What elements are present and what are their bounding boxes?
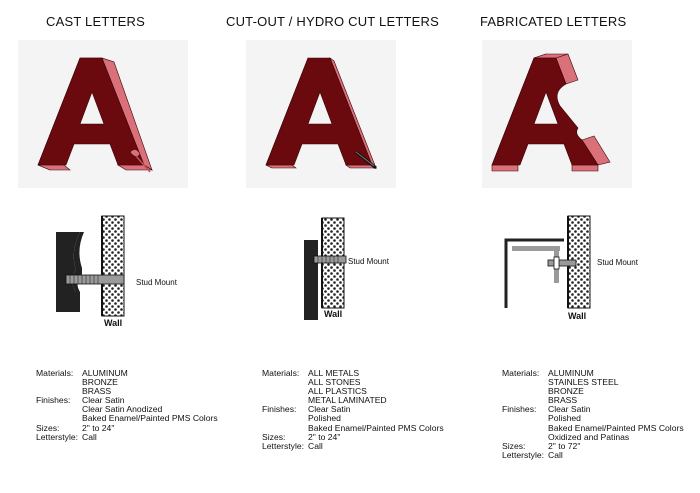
spec-label: Materials: [36,368,74,378]
cast-stud-mount-label: Stud Mount [136,278,177,287]
spec-value: 2" to 72" [548,440,581,451]
cutout-letter-a-illustration [246,40,396,188]
cutout-wall-label: Wall [324,309,343,319]
spec-value: BRONZE [82,377,118,388]
spec-label: Finishes: [502,404,537,415]
spec-value: Call [308,440,323,451]
spec-value: ALUMINUM [82,368,128,378]
spec-value: Clear Satin [308,404,351,415]
cast-wall-label: Wall [104,318,123,328]
spec-label: Letterstyle: [262,440,305,451]
fabricated-wall-label: Wall [568,311,587,321]
cutout-mount-section [300,212,370,322]
spec-value: 2" to 24" [82,422,115,433]
cutout-stud-mount-label: Stud Mount [348,257,389,266]
spec-value: BRASS [548,395,578,406]
fabricated-letters-title: FABRICATED LETTERS [480,14,627,29]
cast-specs [36,369,218,442]
spec-value: Polished [548,413,581,424]
spec-row [36,396,218,423]
spec-label: Letterstyle: [36,431,79,442]
fabricated-mount-section [502,212,598,318]
spec-value: ALL STONES [308,377,361,388]
spec-label: Sizes: [36,422,60,433]
spec-value: Oxidized and Patinas [548,431,630,442]
spec-value: METAL LAMINATED [308,395,387,406]
spec-value: BRONZE [548,386,584,397]
spec-value: STAINLES STEEL [548,377,619,388]
spec-value: Baked Enamel/Painted PMS Colors [548,422,684,433]
stud-icon [548,260,576,266]
spec-value: Polished [308,413,341,424]
spec-value: Clear Satin Anodized [82,404,163,415]
spec-row [502,405,684,441]
cast-mount-section [48,212,138,332]
spec-value: ALL METALS [308,368,360,378]
spec-label: Sizes: [502,440,526,451]
cast-letter-a-illustration [18,40,188,188]
spec-value: Call [548,449,563,460]
spec-label: Letterstyle: [502,449,545,460]
spec-label: Finishes: [36,395,71,406]
spec-row [36,369,218,396]
spec-value: Baked Enamel/Painted PMS Colors [308,422,444,433]
fabricated-specs [502,369,684,460]
spec-label: Finishes: [262,404,297,415]
spec-label: Materials: [262,368,300,378]
spec-value: BRASS [82,386,112,397]
spec-row [36,433,218,442]
spec-value: Clear Satin [82,395,125,406]
spec-value: 2" to 24" [308,431,341,442]
spec-row [262,369,444,405]
fabricated-letter-a-illustration [482,40,632,188]
spec-value: ALL PLASTICS [308,386,367,397]
spec-value: Baked Enamel/Painted PMS Colors [82,413,218,424]
cutout-letters-title: CUT-OUT / HYDRO CUT LETTERS [226,14,439,29]
spec-value: Clear Satin [548,404,591,415]
stud-icon [66,275,124,284]
cast-letters-title: CAST LETTERS [46,14,145,29]
spec-row [502,369,684,405]
spec-value: Call [82,431,97,442]
spec-label: Sizes: [262,431,286,442]
spec-row [502,451,684,460]
cutout-specs [262,369,444,451]
spec-row [262,405,444,432]
spec-value: ALUMINUM [548,368,594,378]
spec-label: Materials: [502,368,540,378]
spec-row [262,442,444,451]
wall-section-icon [102,216,124,316]
fabricated-stud-mount-label: Stud Mount [597,258,638,267]
